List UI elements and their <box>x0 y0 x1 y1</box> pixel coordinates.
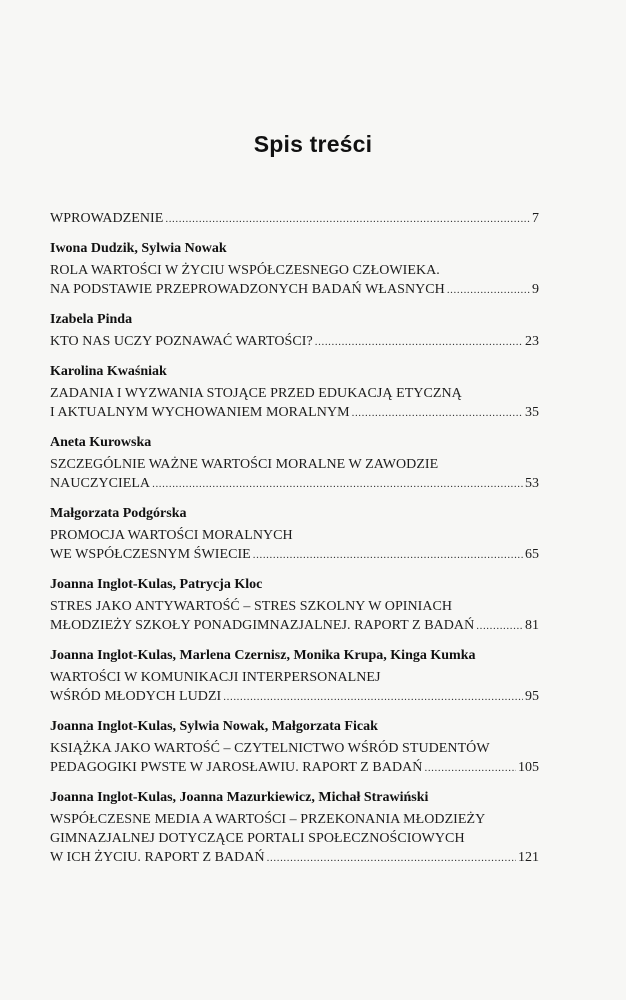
toc-entry-authors: Aneta Kurowska <box>50 435 152 450</box>
toc-entry-page-number: 65 <box>525 547 539 562</box>
toc-entry-page-number: 35 <box>525 405 539 420</box>
toc-entry-page-number: 95 <box>525 689 539 704</box>
toc-entry-title-line: PROMOCJA WARTOŚCI MORALNYCH <box>50 528 293 543</box>
toc-entry-title-line: WŚRÓD MŁODYCH LUDZI <box>50 689 222 704</box>
toc-entry-page-number: 7 <box>532 211 539 226</box>
toc-entry <box>50 239 539 300</box>
toc-entry-title-line: W ICH ŻYCIU. RAPORT Z BADAŃ <box>50 850 265 865</box>
toc-entry-title-line: WSPÓŁCZESNE MEDIA A WARTOŚCI – PRZEKONANIA MŁODZIEŻY <box>50 812 486 827</box>
toc-entry-leader-line <box>50 332 539 352</box>
toc-entry-title-line: WE WSPÓŁCZESNYM ŚWIECIE <box>50 547 251 562</box>
toc-entry-title-line: STRES JAKO ANTYWARTOŚĆ – STRES SZKOLNY W OPINIACH <box>50 599 453 614</box>
toc-entry-title-line: NAUCZYCIELA <box>50 476 151 491</box>
toc-entry-authors: Joanna Inglot-Kulas, Sylwia Nowak, Małgorzata Ficak <box>50 719 378 734</box>
toc-entry <box>50 504 539 565</box>
toc-entry <box>50 646 539 707</box>
toc-entry <box>50 433 539 494</box>
toc-entry <box>50 362 539 423</box>
toc-entry-page-number: 23 <box>525 334 539 349</box>
toc-entry-title-line: PEDAGOGIKI PWSTE W JAROSŁAWIU. RAPORT Z BADAŃ <box>50 760 423 775</box>
toc-entry-leader-line <box>50 280 539 300</box>
toc-entry-leader-line <box>50 403 539 423</box>
toc-entry-page-number: 53 <box>525 476 539 491</box>
toc-entry-title-line: WPROWADZENIE <box>50 211 164 226</box>
toc-entry-page-number: 105 <box>518 760 539 775</box>
toc-entry-authors: Joanna Inglot-Kulas, Patrycja Kloc <box>50 577 263 592</box>
toc-entry-title-line: ZADANIA I WYZWANIA STOJĄCE PRZED EDUKACJĄ ETYCZNĄ <box>50 386 462 401</box>
toc-entry-title-line: GIMNAZJALNEJ DOTYCZĄCE PORTALI SPOŁECZNOŚCIOWYCH <box>50 831 465 846</box>
toc-entry-page-number: 9 <box>532 282 539 297</box>
toc-entry-leader-line <box>50 474 539 494</box>
toc-entry-authors: Iwona Dudzik, Sylwia Nowak <box>50 241 227 256</box>
toc-entry-title-line: MŁODZIEŻY SZKOŁY PONADGIMNAZJALNEJ. RAPORT Z BADAŃ <box>50 618 475 633</box>
toc-entry-page-number: 121 <box>518 850 539 865</box>
toc-entry-title-line: I AKTUALNYM WYCHOWANIEM MORALNYM <box>50 405 350 420</box>
toc-entry-authors: Izabela Pinda <box>50 312 133 327</box>
dot-leader <box>476 617 523 636</box>
dot-leader <box>424 759 516 778</box>
dot-leader <box>253 546 523 565</box>
toc-entry-title-line: KSIĄŻKA JAKO WARTOŚĆ – CZYTELNICTWO WŚRÓD STUDENTÓW <box>50 741 490 756</box>
toc-entry-title-line: SZCZEGÓLNIE WAŻNE WARTOŚCI MORALNE W ZAWODZIE <box>50 457 439 472</box>
toc-entry-authors: Karolina Kwaśniak <box>50 364 167 379</box>
toc-entry <box>50 788 539 868</box>
dot-leader <box>315 333 523 352</box>
dot-leader <box>152 475 523 494</box>
dot-leader <box>447 281 530 300</box>
toc-entry-leader-line <box>50 209 539 229</box>
toc-entry-title-line: ROLA WARTOŚCI W ŻYCIU WSPÓŁCZESNEGO CZŁOWIEKA. <box>50 263 440 278</box>
dot-leader <box>267 849 516 868</box>
toc-entry-authors: Małgorzata Podgórska <box>50 506 187 521</box>
toc-entry-leader-line <box>50 545 539 565</box>
toc-entry-authors: Joanna Inglot-Kulas, Joanna Mazurkiewicz, Michał Strawiński <box>50 790 429 805</box>
toc-entry-title-line: KTO NAS UCZY POZNAWAĆ WARTOŚCI? <box>50 334 313 349</box>
toc-entry <box>50 575 539 636</box>
toc-entry-authors: Joanna Inglot-Kulas, Marlena Czernisz, Monika Krupa, Kinga Kumka <box>50 648 476 663</box>
toc-entry <box>50 310 539 352</box>
toc-entry-leader-line <box>50 848 539 868</box>
toc-entry-leader-line <box>50 616 539 636</box>
dot-leader <box>352 404 523 423</box>
toc-entry-title-line: WARTOŚCI W KOMUNIKACJI INTERPERSONALNEJ <box>50 670 381 685</box>
toc-entry <box>50 209 539 229</box>
toc-entry-leader-line <box>50 758 539 778</box>
toc-entry-leader-line <box>50 687 539 707</box>
table-of-contents <box>50 209 539 868</box>
dot-leader <box>223 688 523 707</box>
toc-entry-page-number: 81 <box>525 618 539 633</box>
toc-entry-title-line: NA PODSTAWIE PRZEPROWADZONYCH BADAŃ WŁASNYCH <box>50 282 445 297</box>
page-title: Spis treści <box>253 131 373 158</box>
dot-leader <box>165 210 530 229</box>
toc-entry <box>50 717 539 778</box>
